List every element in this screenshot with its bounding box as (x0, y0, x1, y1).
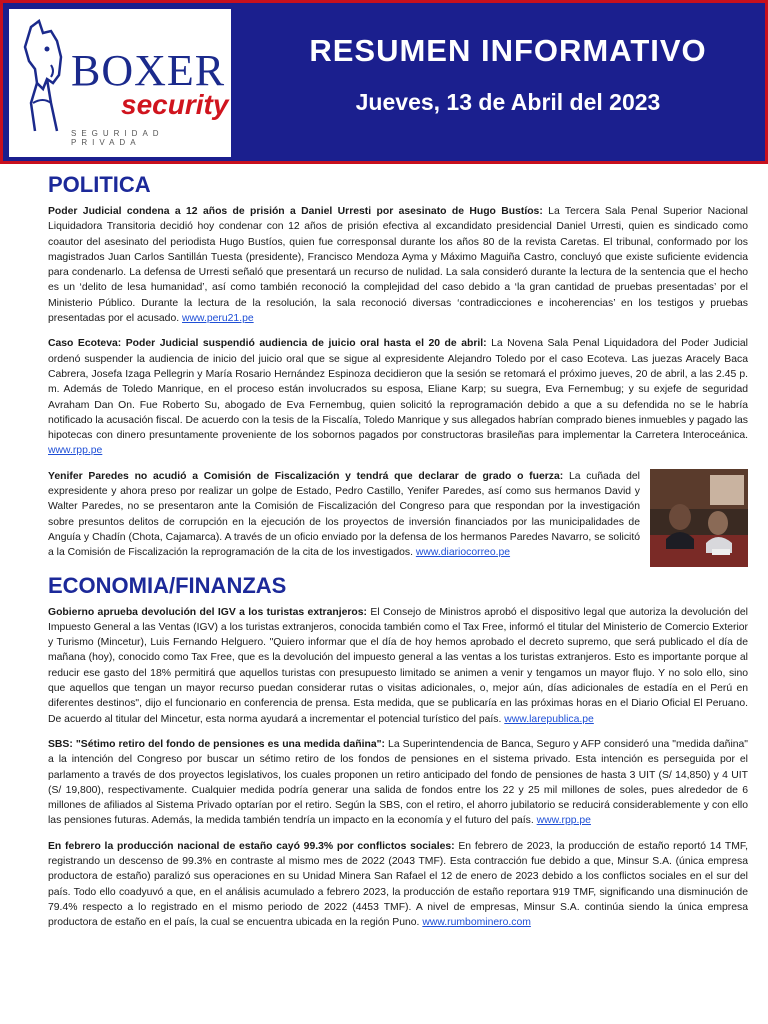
article-body: En febrero de 2023, la producción de estaño reportó 14 TMF, registrando un descenso de 99.3% en contraste al mismo mes de 2022 (2043 TMF). Esta contracción fue debido a que, Minsur S.A. (única empresa productora de estaño) paralizó sus operaciones en su Unidad Minera San Rafael el 12 de enero de 2023 debido a los conflictos sociales en el sur del país. Todo ello coadyuvó a que, en el análisis acumulado a febrero 2023, la producción de estaño reportara 919 TMF, significando una disminución de 79.4% respecto a lo registrado en el mismo periodo de 2022 (4453 TMF). A nivel de empresas, Minsur S.A. continúa siendo la única empresa productora de estaño en el país, la cual se encuentra ubicada en la región Puno. (48, 840, 749, 929)
header-banner (0, 0, 768, 164)
article-headline: Poder Judicial condena a 12 años de prisión a Daniel Urresti por asesinato de Hugo Bustíos: (48, 206, 543, 217)
article-body: La Superintendencia de Banca, Seguro y AFP consideró una "medida dañina" a la intención del Congreso por buscar un sétimo retiro de los fondos de pensiones en el sistema privado. Esta intención es perseguida por el parlamento a través de dos proyectos legislativos, los cuales proponen un retiro anticipado del fondo de pensiones de hasta 3 UIT (S/ 14,850) y 4 UIT (S/ 19,800), respectivamente. Cualquier medida podría generar una salida de fondos entre los 22 y 25 mil millones de soles, pues alrededor de 6 millones de afiliados al Sistema Privado optarían por el retiro. Según la SBS, con el retiro, el ahorro jubilatorio se reducirá considerablemente y con ello las pensiones futuras. Además, la medida también tendría un impacto en la economía y el futuro del país. (48, 738, 748, 827)
section-title-economia: ECONOMIA/FINANZAS (48, 572, 287, 598)
news-article (48, 336, 748, 458)
source-link[interactable]: www.larepublica.pe (504, 713, 594, 725)
company-logo (7, 7, 233, 159)
congress-hearing-photo (650, 469, 748, 567)
source-link[interactable]: www.rpp.pe (48, 445, 103, 457)
article-body: La cuñada del expresidente y ahora preso por realizar un golpe de Estado, Pedro Castillo, Yenifer Paredes, así como sus hermanos David y Walter Paredes, no se presentaron ante la Comisión de Fiscalización del Congreso para que respondan por la investigación sobre presuntos delitos de corrupción en la ejecución de los proyectos de inversión financiados por las municipalidades de Anguía y Chadín (Chota, Cajamarca). A través de un oficio enviado por la defensa de los hermanos Paredes Navarro, se solicitó a la Comisión de Fiscalización la reprogramación de la cita de los investigados. (48, 470, 640, 559)
logo-tagline: SEGURIDAD PRIVADA (71, 129, 164, 147)
news-photo (650, 469, 748, 567)
news-article (48, 839, 748, 931)
news-article (48, 737, 748, 829)
news-article (48, 204, 748, 326)
article-headline: Caso Ecoteva: Poder Judicial suspendió audiencia de juicio oral hasta el 20 de abril: (48, 338, 487, 350)
logo-name: BOXER (71, 46, 226, 95)
article-headline: Gobierno aprueba devolución del IGV a los turistas extranjeros: (48, 606, 368, 618)
logo-sub: security (121, 89, 229, 120)
source-link[interactable]: www.diariocorreo.pe (415, 547, 511, 559)
page-title: RESUMEN INFORMATIVO (309, 33, 707, 68)
news-article (48, 469, 748, 561)
page-date: Jueves, 13 de Abril del 2023 (355, 89, 661, 115)
article-body: La Novena Sala Penal Liquidadora del Poder Judicial ordenó suspender la audiencia de inicio del juicio oral que se sigue al expresidente Alejandro Toledo por el caso Ecoteva. Las juezas Aracely Baca Cabrera, Josefa Izaga Pellegrin y María Rosario Hernández Espinoza decidieron que la sesión se retomará el próximo jueves, 20 de abril, a las 2.45 p. m. Además de Toledo Manrique, en el proceso están involucrados su esposa, Eliane Karp; su suegra, Eva Fernembug; y su exjefe de seguridad Avraham Dan On. Fue Roberto Su, abogado de Eva Fernembug, quien solicitó la reprogramación debido a que a su defendida no se le habría notificado la acusación fiscal. De acuerdo con la tesis de la Fiscalía, Toledo Manrique y sus allegados habrían comprado bienes inmuebles y pagado las hipotecas con dinero presuntamente proveniente de los sobornos pagados por constructoras brasileñas para implementar la Carretera Interoceánica. (48, 338, 748, 442)
article-headline: SBS: "Sétimo retiro del fondo de pensiones es una medida dañina": (48, 738, 386, 750)
section-title-politica: POLITICA (48, 172, 151, 197)
source-link[interactable]: www.rumbominero.com (422, 917, 531, 929)
article-body: La Tercera Sala Penal Superior Nacional Liquidadora Transitoria decidió hoy condenar con 12 años de prisión efectiva al excandidato presidencial Daniel Urresti, quien es sindicado como coautor del asesinato del periodista Hugo Bustíos, quien fue corresponsal durante los años 80 de la revista Caretas. El tribunal, conformado por los magistrados Juan Carlos Santillán Tuesta (presidente), Francisco Mendoza Ayma y Máximo Maguiña Castro, concluyó que existe suficiente evidencia para condenarlo. La defensa de Urresti señaló que presentará un recurso de nulidad. La sala consideró durante la lectura de la sentencia que el hecho es un ‘delito de lesa humanidad’, así como también reconoció la complejidad del caso debido a ‘la gran cantidad de pruebas presentadas’ por el Ministerio Público. Durante la lectura de la resolución, la sala reconoció diversas ‘contradicciones e incoherencias’ en los testigos y pruebas presentadas por el acusado. (48, 206, 748, 325)
news-article (48, 605, 748, 727)
article-headline: En febrero la producción nacional de estaño cayó 99.3% por conflictos sociales: (48, 840, 455, 852)
boxer-dog-icon (17, 19, 77, 134)
article-headline: Yenifer Paredes no acudió a Comisión de Fiscalización y tendrá que declarar de grado o fuerza: (48, 470, 564, 482)
source-link[interactable]: www.rpp.pe (536, 815, 591, 827)
source-link[interactable]: www.peru21.pe (182, 313, 254, 325)
news-content (48, 170, 748, 940)
article-body: El Consejo de Ministros aprobó el dispositivo legal que autoriza la devolución del Impuesto General a las Ventas (IGV) a los turistas extranjeros, conocida también como el Tax Free, informó el titular del Ministerio de Comercio Exterior y Turismo (Mincetur), Luis Fernando Helguero. "Quiero informar que el día de hoy hemos aprobado el decreto supremo, que será publicado el día de mañana (hoy), conocido como Tax Free, que es la devolución del impuesto general a las ventas a los turistas extranjeros. Esto es importante porque al reducir ese gasto del 18% permitirá que aquellos turistas con presupuesto limitado se animen a venir y tengamos un mayor flujo. Y no solo ello, sino que aquellos que tengan un mayor recurso puedan considerar rutas o visitas adicionales, o, mejor aún, días adicionales de estadía en el Perú en diferentes destinos", dijo el funcionario en conferencia de prensa. Esta medida, que se publicaría en las próximas horas en el Diario Oficial El Peruano. De acuerdo al titular del Mincetur, esta norma ayudará a incrementar el potencial turístico del país. (48, 606, 748, 725)
